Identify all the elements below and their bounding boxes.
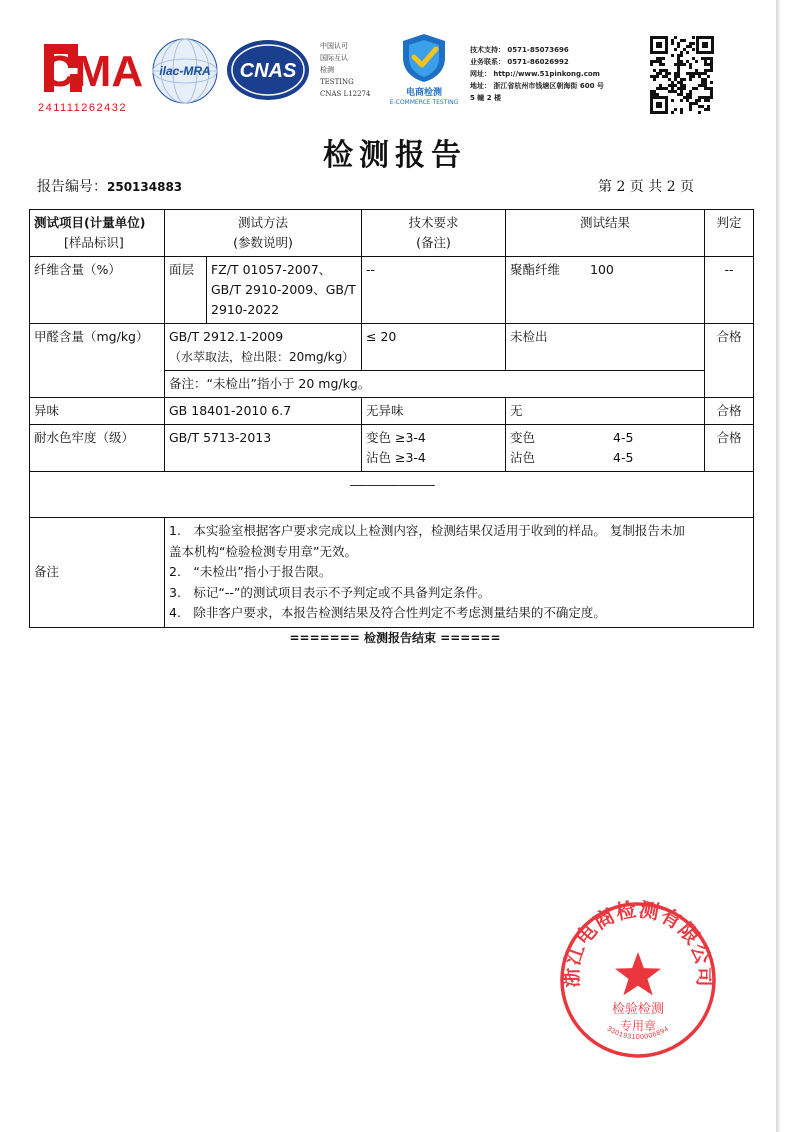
qr-module bbox=[677, 66, 680, 69]
qr-module bbox=[665, 75, 668, 78]
qr-code-image bbox=[648, 34, 716, 116]
qr-module bbox=[671, 81, 674, 84]
note-line: 盖本机构“检验检测专用章”无效。 bbox=[169, 543, 357, 559]
qr-module bbox=[695, 87, 698, 90]
water-fastness-req-line1: 变色 ≥3-4 bbox=[366, 430, 426, 445]
qr-module bbox=[653, 75, 656, 78]
qr-module bbox=[680, 99, 683, 102]
qr-module bbox=[671, 42, 674, 45]
table-row bbox=[30, 398, 754, 425]
qr-module bbox=[704, 57, 707, 60]
qr-module bbox=[650, 93, 653, 96]
ecommerce-logo-title: 电商检测 bbox=[405, 88, 442, 98]
qr-module bbox=[701, 81, 704, 84]
qr-module bbox=[704, 78, 707, 81]
qr-module bbox=[689, 72, 692, 75]
qr-module bbox=[662, 63, 665, 66]
qr-module bbox=[683, 39, 686, 42]
qr-module bbox=[707, 69, 710, 72]
qr-module bbox=[692, 72, 695, 75]
star-icon bbox=[615, 952, 661, 995]
qr-module bbox=[656, 93, 659, 96]
qr-module bbox=[680, 111, 683, 114]
qr-module bbox=[704, 99, 707, 102]
qr-module bbox=[686, 51, 689, 54]
qr-module bbox=[656, 87, 659, 90]
water-fastness-res-name2: 沾色 bbox=[510, 450, 536, 465]
qr-module bbox=[674, 63, 677, 66]
qr-module bbox=[683, 87, 686, 90]
qr-module bbox=[707, 75, 710, 78]
formaldehyde-method-line1: GB/T 2912.1-2009 bbox=[169, 329, 284, 344]
qr-module bbox=[677, 54, 680, 57]
water-fastness-req-line2: 沾色 ≥3-4 bbox=[366, 450, 426, 465]
odor-requirement: 无异味 bbox=[362, 398, 506, 425]
cnas-logo bbox=[225, 38, 311, 102]
report-end-marker: ======= 检测报告结束 ====== bbox=[289, 631, 501, 645]
qr-module bbox=[701, 78, 704, 81]
qr-module bbox=[680, 87, 683, 90]
qr-module bbox=[704, 72, 707, 75]
contact-line: 5 幢 2 楼 bbox=[470, 94, 502, 102]
header-requirement bbox=[362, 210, 506, 257]
water-fastness-res-val2: 4-5 bbox=[613, 450, 634, 465]
qr-module bbox=[662, 69, 665, 72]
qr-module bbox=[710, 60, 713, 63]
qr-module bbox=[707, 105, 710, 108]
fiber-part: 面层 bbox=[165, 257, 207, 324]
qr-module bbox=[689, 45, 692, 48]
qr-module bbox=[650, 60, 653, 63]
table-row bbox=[30, 257, 754, 324]
qr-module bbox=[653, 78, 656, 81]
qr-module bbox=[698, 99, 701, 102]
contact-line: 业务联系： 0571-86026992 bbox=[470, 58, 569, 66]
qr-module bbox=[677, 75, 680, 78]
qr-module bbox=[656, 72, 659, 75]
note-line: 4. 除非客户要求，本报告检测结果及符合性判定不考虑测量结果的不确定度。 bbox=[169, 605, 606, 620]
qr-module bbox=[689, 63, 692, 66]
qr-module bbox=[701, 84, 704, 87]
qr-module bbox=[698, 105, 701, 108]
qr-module bbox=[689, 75, 692, 78]
qr-module bbox=[695, 102, 698, 105]
cma-number: 241111262432 bbox=[38, 102, 127, 114]
table-header-row bbox=[30, 210, 754, 257]
qr-module bbox=[704, 96, 707, 99]
formaldehyde-item: 甲醛含量（mg/kg） bbox=[30, 324, 165, 398]
qr-module bbox=[686, 93, 689, 96]
qr-module bbox=[707, 63, 710, 66]
notes-content bbox=[165, 518, 754, 628]
qr-module bbox=[674, 108, 677, 111]
formaldehyde-requirement: ≤ 20 bbox=[362, 324, 506, 371]
qr-module bbox=[674, 78, 677, 81]
qr-module bbox=[710, 81, 713, 84]
table-row bbox=[30, 425, 754, 472]
qr-module bbox=[710, 63, 713, 66]
seal-center-line2: 专用章 bbox=[619, 1019, 657, 1033]
formaldehyde-note: 备注：“未检出”指小于 20 mg/kg。 bbox=[165, 371, 705, 398]
odor-judgement: 合格 bbox=[705, 398, 754, 425]
qr-module bbox=[683, 84, 686, 87]
header-result bbox=[506, 210, 705, 257]
water-fastness-res-val1: 4-5 bbox=[613, 430, 634, 445]
qr-module bbox=[710, 87, 713, 90]
qr-module bbox=[671, 111, 674, 114]
report-number bbox=[37, 176, 182, 196]
contact-line: 地址： 浙江省杭州市钱塘区朝海街 600 号 bbox=[470, 82, 604, 90]
qr-module bbox=[698, 111, 701, 114]
qr-module bbox=[689, 102, 692, 105]
cnas-logo-text: CNAS bbox=[239, 60, 297, 82]
qr-module bbox=[698, 72, 701, 75]
report-number-label: 报告编号： bbox=[37, 179, 107, 195]
fiber-method: FZ/T 01057-2007、GB/T 2910-2009、GB/T 2910-2022 bbox=[207, 257, 362, 324]
water-fastness-res-name1: 变色 bbox=[510, 430, 536, 445]
qr-module bbox=[710, 69, 713, 72]
formaldehyde-method-line2: （水萃取法，检出限：20mg/kg） bbox=[169, 350, 355, 364]
qr-module bbox=[689, 108, 692, 111]
qr-module bbox=[680, 81, 683, 84]
ecommerce-logo-subtitle: E-COMMERCE TESTING bbox=[389, 99, 459, 106]
header-requirement-label: 技术要求 bbox=[408, 215, 459, 230]
qr-module bbox=[677, 63, 680, 66]
header-method-sub: (参数说明) bbox=[233, 235, 293, 250]
qr-module bbox=[677, 42, 680, 45]
qr-module bbox=[704, 69, 707, 72]
qr-module bbox=[689, 66, 692, 69]
qr-module bbox=[680, 39, 683, 42]
qr-module bbox=[689, 93, 692, 96]
qr-module bbox=[680, 93, 683, 96]
qr-module bbox=[707, 99, 710, 102]
qr-module bbox=[683, 78, 686, 81]
qr-module bbox=[674, 48, 677, 51]
qr-module bbox=[710, 66, 713, 69]
qr-module bbox=[662, 87, 665, 90]
qr-module bbox=[683, 48, 686, 51]
qr-module bbox=[674, 72, 677, 75]
header-judgement-label: 判定 bbox=[716, 215, 742, 230]
water-fastness-result bbox=[506, 425, 705, 472]
qr-module bbox=[701, 57, 704, 60]
qr-module bbox=[698, 84, 701, 87]
qr-module bbox=[671, 39, 674, 42]
qr-module bbox=[656, 75, 659, 78]
qr-module bbox=[659, 60, 662, 63]
qr-module bbox=[692, 42, 695, 45]
formaldehyde-method bbox=[165, 324, 362, 371]
header-item bbox=[30, 210, 165, 257]
qr-module bbox=[704, 63, 707, 66]
cert-line: CNAS L12274 bbox=[320, 90, 371, 98]
seal-center-line1: 检验检测 bbox=[611, 1002, 665, 1017]
qr-module bbox=[677, 45, 680, 48]
qr-module bbox=[665, 72, 668, 75]
qr-module bbox=[653, 60, 656, 63]
note-line: 3. 标记“--”的测试项目表示不予判定或不具备判定条件。 bbox=[169, 584, 491, 600]
qr-module bbox=[671, 84, 674, 87]
qr-module bbox=[653, 90, 656, 93]
qr-module bbox=[695, 99, 698, 102]
qr-module bbox=[677, 60, 680, 63]
qr-module bbox=[668, 78, 671, 81]
report-header bbox=[0, 0, 790, 125]
qr-module bbox=[653, 93, 656, 96]
qr-module bbox=[677, 57, 680, 60]
qr-module bbox=[677, 72, 680, 75]
qr-module bbox=[704, 108, 707, 111]
odor-method: GB 18401-2010 6.7 bbox=[165, 398, 362, 425]
fiber-judgement: -- bbox=[705, 257, 754, 324]
qr-module bbox=[680, 63, 683, 66]
contact-line: 网址： http://www.51pinkong.com bbox=[470, 70, 600, 78]
cma-logo-mark bbox=[38, 38, 148, 96]
qr-module bbox=[680, 54, 683, 57]
qr-module bbox=[686, 99, 689, 102]
qr-module bbox=[695, 60, 698, 63]
qr-module bbox=[671, 90, 674, 93]
results-table bbox=[29, 209, 754, 628]
qr-module bbox=[665, 69, 668, 72]
qr-module bbox=[674, 75, 677, 78]
qr-module bbox=[674, 84, 677, 87]
qr-module bbox=[683, 63, 686, 66]
qr-module bbox=[659, 57, 662, 60]
ilac-mra-logo bbox=[151, 37, 219, 105]
fiber-result-name: 聚酯纤维 bbox=[510, 262, 561, 277]
table-row bbox=[30, 472, 754, 518]
header-method bbox=[165, 210, 362, 257]
cert-line: 检测 bbox=[320, 66, 334, 74]
qr-module bbox=[653, 69, 656, 72]
qr-module bbox=[650, 63, 653, 66]
cert-line: 国际互认 bbox=[320, 54, 348, 62]
header-requirement-sub: (备注) bbox=[416, 235, 451, 250]
qr-module bbox=[701, 96, 704, 99]
official-seal bbox=[558, 900, 718, 1060]
qr-module bbox=[704, 81, 707, 84]
qr-module bbox=[686, 96, 689, 99]
seal-graphic bbox=[558, 900, 718, 1060]
page-indicator: 第 2 页 共 2 页 bbox=[598, 179, 695, 195]
water-fastness-item: 耐水色牢度（级） bbox=[30, 425, 165, 472]
qr-module bbox=[659, 87, 662, 90]
fiber-requirement: -- bbox=[362, 257, 506, 324]
qr-module bbox=[677, 87, 680, 90]
qr-module bbox=[680, 84, 683, 87]
qr-module bbox=[710, 57, 713, 60]
qr-module bbox=[692, 102, 695, 105]
qr-module bbox=[707, 96, 710, 99]
qr-module bbox=[650, 90, 653, 93]
qr-module bbox=[695, 72, 698, 75]
report-number-value: 250134883 bbox=[107, 180, 183, 194]
qr-module bbox=[677, 81, 680, 84]
qr-module bbox=[689, 42, 692, 45]
qr-module bbox=[659, 84, 662, 87]
qr-module bbox=[689, 105, 692, 108]
qr-module bbox=[668, 84, 671, 87]
qr-module bbox=[695, 69, 698, 72]
qr-module bbox=[707, 87, 710, 90]
qr-module bbox=[677, 69, 680, 72]
qr-module bbox=[701, 105, 704, 108]
cert-line: 中国认可 bbox=[320, 42, 348, 50]
qr-module bbox=[665, 87, 668, 90]
qr-module bbox=[680, 78, 683, 81]
qr-module bbox=[710, 93, 713, 96]
qr-module bbox=[680, 60, 683, 63]
contact-line: 技术支持： 0571-85073696 bbox=[470, 46, 569, 54]
qr-module bbox=[680, 51, 683, 54]
qr-module bbox=[686, 45, 689, 48]
shield-check-icon bbox=[399, 32, 449, 84]
cma-logo bbox=[38, 38, 148, 118]
qr-module bbox=[689, 96, 692, 99]
qr-module bbox=[707, 57, 710, 60]
qr-module bbox=[668, 90, 671, 93]
qr-module bbox=[671, 54, 674, 57]
notes-row bbox=[30, 518, 754, 628]
fiber-result bbox=[506, 257, 705, 324]
qr-module bbox=[662, 75, 665, 78]
qr-module bbox=[650, 75, 653, 78]
qr-module bbox=[668, 72, 671, 75]
header-result-label: 测试结果 bbox=[580, 215, 631, 230]
qr-module bbox=[680, 108, 683, 111]
qr-module bbox=[674, 90, 677, 93]
contact-info bbox=[470, 44, 640, 104]
qr-module bbox=[671, 99, 674, 102]
odor-item: 异味 bbox=[30, 398, 165, 425]
qr-module bbox=[707, 108, 710, 111]
qr-module bbox=[692, 48, 695, 51]
fiber-result-value: 100 bbox=[590, 262, 614, 277]
qr-module bbox=[704, 87, 707, 90]
separator-cell: ———————— bbox=[30, 472, 754, 518]
formaldehyde-judgement: 合格 bbox=[705, 324, 754, 371]
qr-module bbox=[659, 69, 662, 72]
qr-module bbox=[656, 60, 659, 63]
seal-number: 330193100006894 bbox=[605, 1025, 671, 1042]
report-title: 检测报告 bbox=[323, 138, 467, 173]
qr-module bbox=[698, 75, 701, 78]
qr-module bbox=[680, 90, 683, 93]
odor-result: 无 bbox=[506, 398, 705, 425]
qr-module bbox=[674, 36, 677, 39]
cert-line: TESTING bbox=[320, 78, 354, 86]
qr-code bbox=[648, 34, 716, 116]
ecommerce-testing-logo bbox=[380, 32, 468, 112]
header-method-label: 测试方法 bbox=[238, 215, 289, 230]
qr-module bbox=[662, 57, 665, 60]
formaldehyde-result: 未检出 bbox=[506, 324, 705, 371]
qr-module bbox=[677, 93, 680, 96]
qr-module bbox=[689, 90, 692, 93]
water-fastness-res-row bbox=[510, 448, 700, 468]
formaldehyde-judgement-cont bbox=[705, 371, 754, 398]
qr-module bbox=[656, 57, 659, 60]
qr-module bbox=[671, 87, 674, 90]
qr-module bbox=[704, 60, 707, 63]
table-row bbox=[30, 324, 754, 371]
qr-module bbox=[686, 72, 689, 75]
qr-module bbox=[659, 72, 662, 75]
qr-module bbox=[692, 57, 695, 60]
qr-module bbox=[704, 84, 707, 87]
header-item-sub: [样品标识] bbox=[64, 235, 124, 250]
note-line: 2. “未检出”指小于报告限。 bbox=[169, 564, 332, 579]
notes-label: 备注 bbox=[30, 518, 165, 628]
water-fastness-res-row bbox=[510, 428, 700, 448]
qr-module bbox=[659, 63, 662, 66]
qr-module bbox=[710, 90, 713, 93]
water-fastness-judgement: 合格 bbox=[705, 425, 754, 472]
cma-logo-text: CMA bbox=[42, 47, 144, 96]
header-judgement bbox=[705, 210, 754, 257]
qr-module bbox=[689, 78, 692, 81]
qr-module bbox=[692, 87, 695, 90]
qr-module bbox=[692, 75, 695, 78]
water-fastness-method: GB/T 5713-2013 bbox=[165, 425, 362, 472]
fiber-item: 纤维含量（%） bbox=[30, 257, 165, 324]
qr-module bbox=[698, 96, 701, 99]
qr-module bbox=[686, 60, 689, 63]
seal-ring-text: 浙江电商检测有限公司 bbox=[558, 900, 718, 988]
ilac-logo-text: ilac-MRA bbox=[159, 64, 211, 78]
qr-module bbox=[710, 96, 713, 99]
qr-module bbox=[692, 36, 695, 39]
qr-module bbox=[683, 96, 686, 99]
header-item-label: 测试项目(计量单位) bbox=[34, 215, 146, 230]
note-line: 1. 本实验室根据客户要求完成以上检测内容，检测结果仅适用于收到的样品。 复制报告未加 bbox=[169, 523, 685, 538]
water-fastness-requirement bbox=[362, 425, 506, 472]
qr-module bbox=[701, 72, 704, 75]
